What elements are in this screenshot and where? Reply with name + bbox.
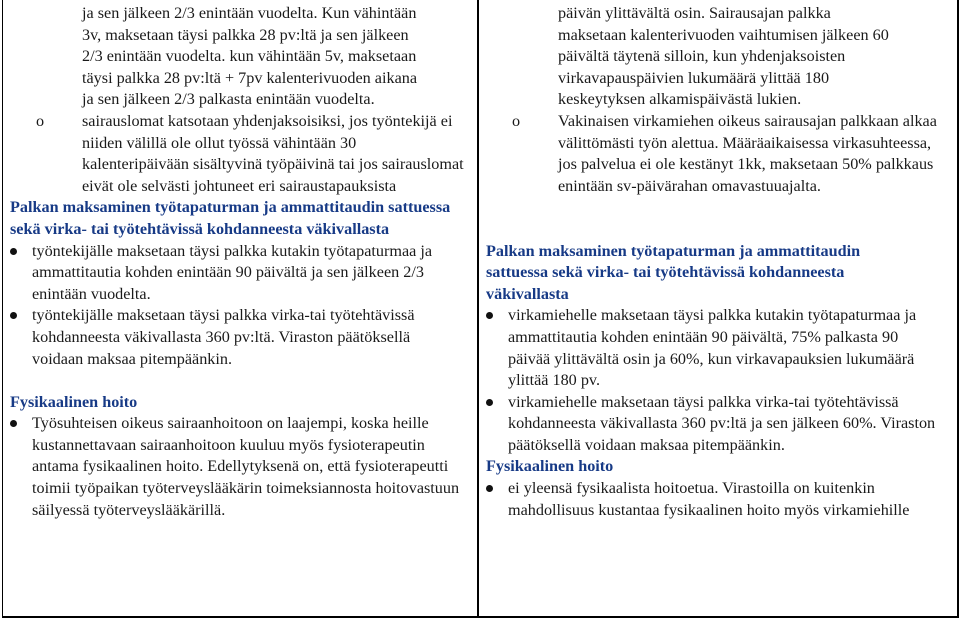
right-cont-line: virkavapauspäivien lukumäärä ylittää 180 xyxy=(558,68,830,87)
right-column xyxy=(486,0,956,521)
left-bullet1-text: työntekijälle maksetaan täysi palkka virka-tai työtehtävissä kohdanneesta väkivallasta 360 pv:ltä. Viraston päätöksellä voidaan maksaa pitempäänkin. xyxy=(32,306,415,368)
left-cont-line: ja sen jälkeen 2/3 enintään vuodelta. Kun vähintään xyxy=(82,4,417,22)
left-heading-accident: Palkan maksaminen työtapaturman ja ammattitaudin sattuessa sekä virka- tai työtehtävissä kohdanneesta väkivallasta xyxy=(10,198,451,238)
bullet-dot xyxy=(10,420,17,427)
list-item xyxy=(10,413,475,521)
left-continuation xyxy=(10,3,475,111)
right-sub-item xyxy=(486,111,956,197)
left-bullet1-text: työntekijälle maksetaan täysi palkka kutakin työtapaturmaa ja ammattitautia kohden enintään 90 päivältä ja sen jälkeen 2/3 enintään vuodelta. xyxy=(32,241,433,303)
right-cont-line: maksetaan kalenterivuoden vaihtumisen jälkeen 60 xyxy=(558,25,889,44)
list-item xyxy=(486,478,956,521)
bullet-dot xyxy=(486,485,493,492)
left-sub-text: sairauslomat katsotaan yhdenjaksoisiksi, jos työntekijä ei niiden välillä ole ollut työssä vähintään 30 kalenteripäivään sisältyvinä työpäivinä tai jos sairauslomat eivät ole selvästi johtuneet eri sairaustapauksista xyxy=(82,111,464,195)
left-cont-line: 2/3 enintään vuodelta. kun vähintään 5v, maksetaan xyxy=(82,47,417,66)
right-sub-text: Vakinaisen virkamiehen oikeus sairausajan palkkaan alkaa välittömästi työn alettua. Määräaikaisessa virkasuhteessa, jos palvelua ei ole kestänyt 1kk, maksetaan 50% palkkaus enintään sv-päivärahan omavastuuajalta. xyxy=(558,111,937,195)
bullet-dot xyxy=(486,312,493,319)
right-cont-line: keskeytyksen alkamispäivästä lukien. xyxy=(558,90,802,109)
right-bullet1-text: virkamiehelle maksetaan täysi palkka kutakin työtapaturmaa ja ammattitautia kohden enintään 90 päivältä, 75% palkasta 90 päivää ylittävältä osin ja 60%, kun virkavapauksien lukumäärä ylittää 180 pv. xyxy=(508,306,917,390)
right-heading-accident: Palkan maksaminen työtapaturman ja ammattitaudin sattuessa sekä virka- tai työtehtävissä kohdanneesta väkivallasta xyxy=(486,241,861,303)
table-bottom-border xyxy=(2,616,959,618)
left-cont-line: ja sen jälkeen 2/3 palkasta enintään vuodelta. xyxy=(82,90,375,109)
list-item xyxy=(10,241,475,306)
left-sub-item xyxy=(10,111,475,197)
list-item xyxy=(486,392,956,457)
bullet-dot xyxy=(10,248,17,255)
table-right-border xyxy=(957,0,959,618)
right-heading-physio: Fysikaalinen hoito xyxy=(486,457,614,476)
bullet-dot xyxy=(10,312,17,319)
right-continuation xyxy=(486,3,956,111)
right-bullet1-text: virkamiehelle maksetaan täysi palkka virka-tai työtehtävissä kohdanneesta väkivallasta 360 pv:ltä ja sen jälkeen 60%. Viraston päätöksellä voidaan maksaa pitempäänkin. xyxy=(508,392,936,454)
left-cont-line: 3v, maksetaan täysi palkka 28 pv:ltä ja sen jälkeen xyxy=(82,25,409,44)
bullet-dot xyxy=(486,399,493,406)
left-column xyxy=(10,0,475,521)
table-left-border xyxy=(2,0,3,618)
left-heading-physio: Fysikaalinen hoito xyxy=(10,392,138,411)
list-item xyxy=(486,305,956,391)
right-cont-line: päivältä täytenä silloin, kun yhdenjaksoisten xyxy=(558,47,846,66)
right-cont-line: päivän ylittävältä osin. Sairausajan palkka xyxy=(558,4,831,22)
sub-bullet-marker: o xyxy=(512,111,521,130)
left-bullet2-text: Työsuhteisen oikeus sairaanhoitoon on laajempi, koska heille kustannettavaan sairaanhoitoon kuuluu myös fysioterapeutin antama fysikaalinen hoito. Edellytyksenä on, että fysioterapeutti toimii työpaikan työterveyslääkärin toimeksiannosta hoitovastuun säilyessä työterveyslääkärillä. xyxy=(32,414,460,519)
right-bullet2-text: ei yleensä fysikaalista hoitoetua. Virastoilla on kuitenkin mahdollisuus kustantaa fysikaalinen hoito myös virkamiehille xyxy=(508,479,910,519)
left-cont-line: täysi palkka 28 pv:ltä + 7pv kalenterivuoden aikana xyxy=(82,68,418,87)
sub-bullet-marker: o xyxy=(36,111,45,130)
table-column-divider xyxy=(477,0,479,618)
list-item xyxy=(10,305,475,370)
